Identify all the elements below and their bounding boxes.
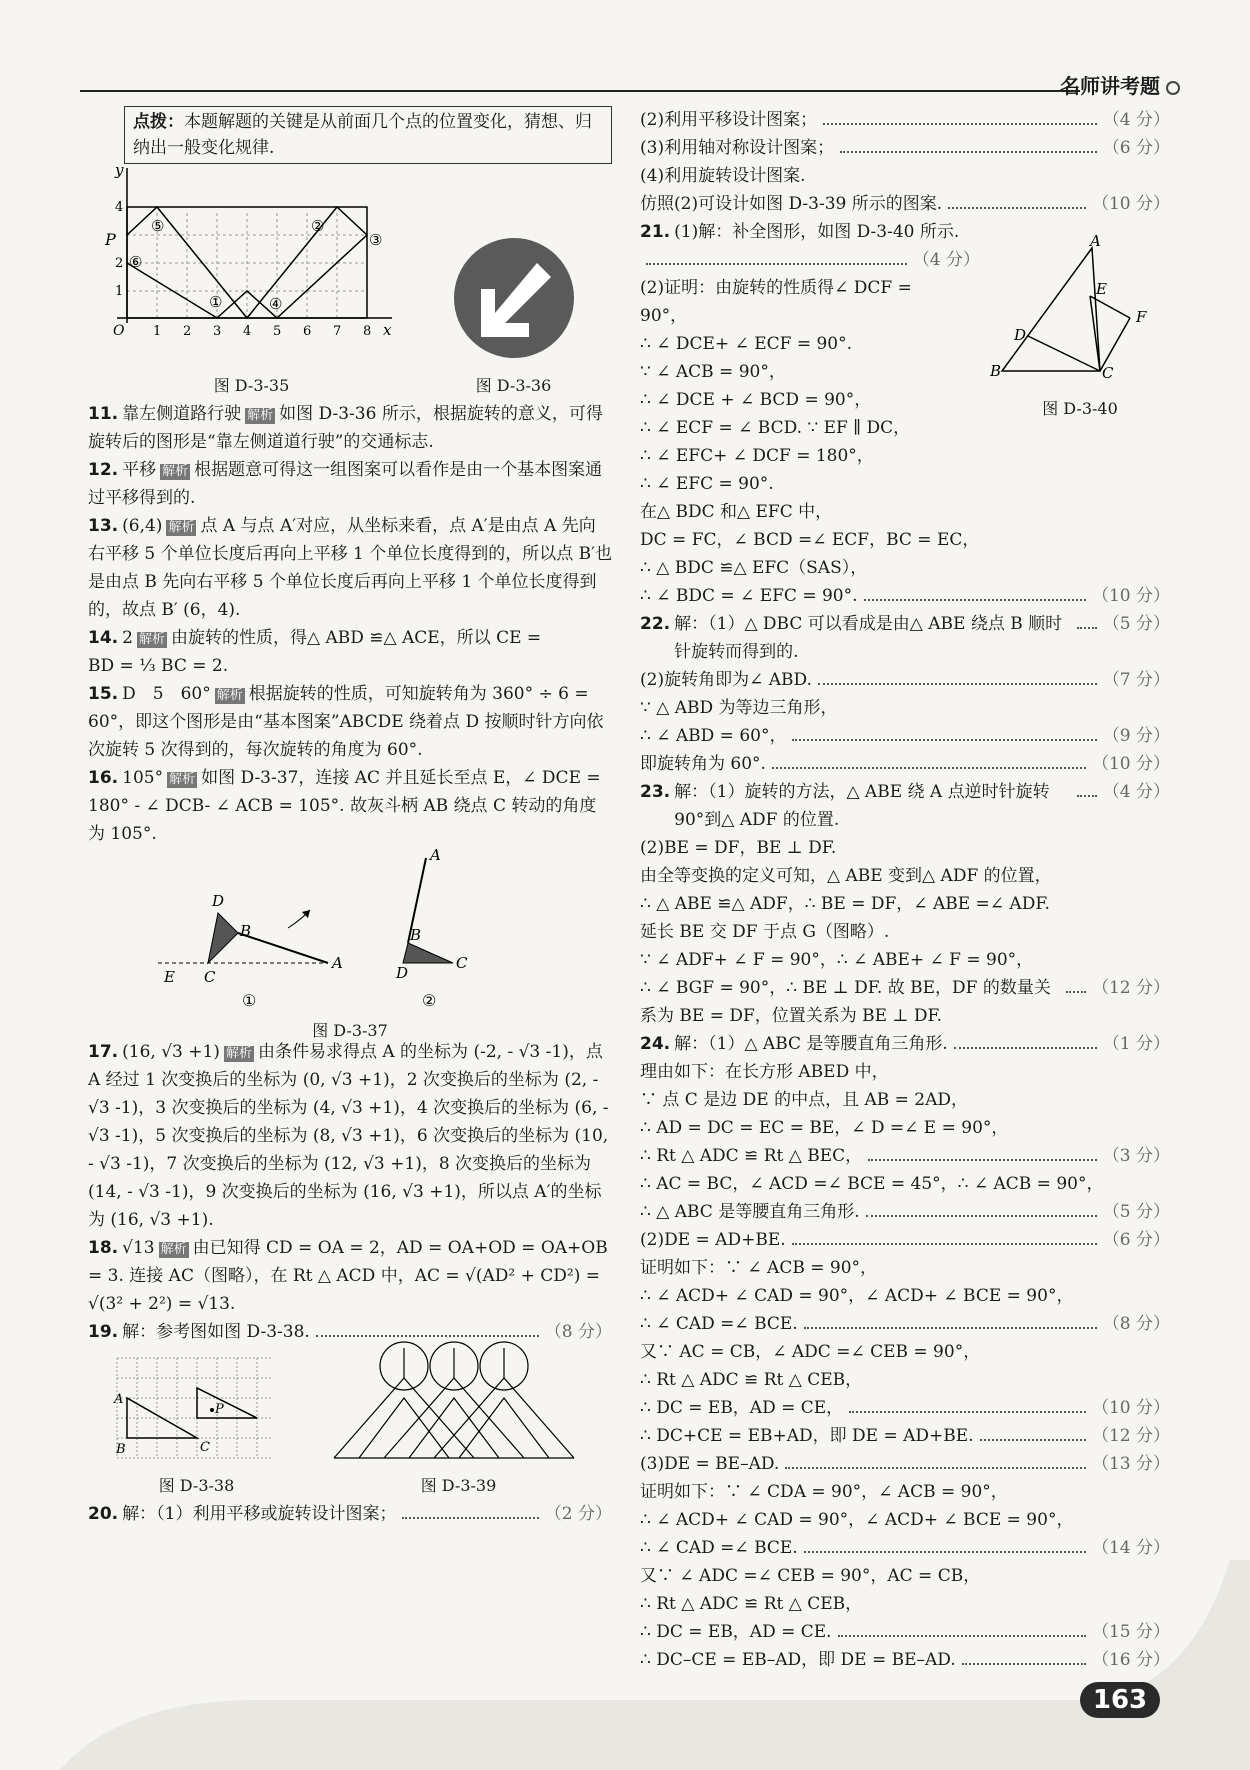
analysis-tag: 解析 — [216, 688, 243, 703]
label-c: C — [456, 954, 468, 972]
answer-text: ∴ AD = DC = EC = BE，∠ D =∠ E = 90°， — [640, 1118, 1009, 1138]
x-tick: 3 — [212, 324, 221, 339]
score-label: （8 分） — [1102, 1314, 1170, 1334]
label-a: A — [332, 954, 343, 972]
y-tick: 4 — [114, 200, 123, 215]
analysis-tag: 解析 — [168, 520, 195, 535]
x-tick: 6 — [302, 324, 311, 339]
answer-text: ∴ ∠ ECF = ∠ BCD. ∵ EF ∥ DC， — [640, 418, 911, 438]
mark-5: ⑤ — [150, 217, 164, 235]
label-b: B — [115, 1442, 126, 1457]
label-c: C — [199, 1440, 210, 1455]
mark-2: ② — [310, 217, 324, 235]
caption-d-3-37: 图 D-3-37 — [312, 1021, 388, 1040]
score-label: （6 分） — [1102, 1230, 1170, 1250]
mark-3: ③ — [368, 231, 382, 249]
label-f: F — [1136, 308, 1147, 326]
score-label: （9 分） — [1102, 726, 1170, 746]
score-label: （1 分） — [1102, 1034, 1170, 1054]
question-19: 19. 解：参考图如图 D-3-38. （8 分） — [88, 1322, 612, 1342]
answer-text: ∴ ∠ BDC = ∠ EFC = 90°. — [640, 586, 858, 606]
label-a: A — [430, 846, 441, 864]
sub-figure-1: ① — [242, 991, 257, 1010]
score-label: （4 分） — [1102, 782, 1170, 802]
score-label: （6 分） — [1102, 138, 1170, 158]
label-d: D — [1014, 326, 1027, 344]
answer-text: 理由如下：在长方形 ABED 中， — [640, 1062, 889, 1082]
score-label: （5 分） — [1102, 1202, 1170, 1222]
x-tick: 7 — [332, 324, 341, 339]
y-tick: 1 — [114, 284, 123, 299]
question-15: 15. D 5 60° 解析 根据旋转的性质，可知旋转角为 360° ÷ 6 = 60°，即这个图形是由“基本图案”ABCDE 绕着点 D 按顺时针方向依次旋转 5 次得到的，每次旋转的角度为 60°. — [88, 684, 604, 760]
score-label: （12 分） — [1091, 978, 1170, 998]
x-tick: 1 — [152, 324, 161, 339]
mark-1: ① — [208, 293, 222, 311]
answer-text: (2)证明：由旋转的性质得∠ DCF = — [640, 278, 912, 298]
answer-text: 证明如下：∵ ∠ ACB = 90°， — [640, 1258, 878, 1278]
label-d: D — [396, 964, 409, 982]
answer-text: (2)DE = AD+BE. — [640, 1230, 786, 1250]
score-label: （10 分） — [1091, 586, 1170, 606]
answer-text: 证明如下：∵ ∠ CDA = 90°，∠ ACB = 90°， — [640, 1482, 1008, 1502]
score-label: （14 分） — [1091, 1538, 1170, 1558]
caption-d-3-38: 图 D-3-38 — [158, 1476, 235, 1495]
question-12: 12. 平移 解析 根据题意可得这一组图案可以看作是由一个基本图案通过平移得到的. — [88, 460, 603, 508]
answer-text: ∴ Rt △ ADC ≌ Rt △ CEB， — [640, 1370, 863, 1390]
answer-text: ∴ ∠ DCE+ ∠ ECF = 90°. — [640, 334, 853, 354]
answer-text: ∴ DC = EB，AD = CE， — [640, 1398, 844, 1418]
page-number: 163 — [1080, 1682, 1160, 1718]
label-b: B — [990, 362, 1002, 380]
answer-text: (1)解：补全图形，如图 D-3-40 所示. — [674, 222, 960, 242]
label-b: B — [410, 926, 422, 944]
answer-text: ∴ AC = BC，∠ ACD =∠ BCE = 45°，∴ ∠ ACB = 90°， — [640, 1174, 1104, 1194]
score-label: （15 分） — [1091, 1622, 1170, 1642]
x-tick: 8 — [362, 324, 371, 339]
score-label: （12 分） — [1091, 1426, 1170, 1446]
x-tick: 2 — [182, 324, 191, 339]
analysis-tag: 解析 — [162, 464, 189, 479]
label-e: E — [1096, 280, 1107, 298]
y-tick: 2 — [114, 256, 123, 271]
question-17: 17. (16, √3 +1) 解析 由条件易求得点 A 的坐标为 (-2, - √3 -1)，点 A 经过 1 次变换后的坐标为 (0, √3 +1)，2 次变换后的坐标为 (2, - √3 -1)，3 次变换后的坐标为 (4, √3 +1)，4 次变换后的坐标为 (6, - √3 -1)，5 次变换后的坐标为 (8, √3 +1)，6 次变换后的坐标为 (10, - √3 -1)，7 次变换后的坐标为 (12, √3 +1)，8 次变换后的坐标为 (14, - √3 -1)，9 次变换后的坐标为 (16, √3 +1)，所以点 A′的坐标为 (16, √3 +1). — [88, 1042, 609, 1230]
score-label: （10 分） — [1091, 1398, 1170, 1418]
answer-text: ∴ △ ABC 是等腰直角三角形. — [640, 1202, 860, 1222]
score-label: （5 分） — [1102, 614, 1170, 634]
answer-text: (3)利用轴对称设计图案； — [640, 138, 835, 158]
answer-text: 又∵ ∠ ADC =∠ CEB = 90°，AC = CB， — [640, 1566, 981, 1586]
answer-text: 由全等变换的定义可知，△ ABE 变到△ ADF 的位置， — [640, 866, 1052, 886]
answer-text: (3)DE = BE–AD. — [640, 1454, 780, 1474]
y-axis-label: y — [114, 161, 123, 179]
answer-text: ∴ Rt △ ADC ≌ Rt △ CEB， — [640, 1594, 863, 1614]
answer-text: ∴ ∠ ACD+ ∠ CAD = 90°，∠ ACD+ ∠ BCE = 90°， — [640, 1286, 1074, 1306]
label-c: C — [1102, 364, 1114, 382]
score-label: （3 分） — [1102, 1146, 1170, 1166]
label-b: B — [240, 922, 252, 940]
label-c: C — [204, 968, 216, 986]
answer-text: ∴ ∠ ACD+ ∠ CAD = 90°，∠ ACD+ ∠ BCE = 90°， — [640, 1510, 1074, 1530]
answer-text: ∵ ∠ ACB = 90°， — [640, 362, 786, 382]
analysis-tag: 解析 — [225, 1046, 252, 1061]
answer-text: 在△ BDC 和△ EFC 中， — [640, 502, 833, 522]
analysis-tag: 解析 — [138, 632, 165, 647]
score-label: （10 分） — [1091, 754, 1170, 774]
answer-text: ∴ DC+CE = EB+AD，即 DE = AD+BE. — [640, 1426, 974, 1446]
score-label: （4 分） — [912, 250, 980, 270]
point-p-label: P — [104, 230, 116, 249]
answer-text: (2)BE = DF，BE ⊥ DF. — [640, 838, 837, 858]
answer-text: ∴ DC = EB，AD = CE. — [640, 1622, 832, 1642]
analysis-tag: 解析 — [247, 408, 274, 423]
caption-d-3-36: 图 D-3-36 — [475, 376, 552, 395]
caption-d-3-39: 图 D-3-39 — [420, 1476, 497, 1495]
caption-d-3-40: 图 D-3-40 — [1042, 399, 1118, 418]
answer-text: ∴ ∠ EFC+ ∠ DCF = 180°， — [640, 446, 874, 466]
label-p: P — [214, 1402, 224, 1417]
answer-text: (2)利用平移设计图案； — [640, 110, 818, 130]
answer-text: 90°， — [640, 306, 688, 326]
question-20: 20. 解：（1）利用平移或旋转设计图案； （2 分） — [88, 1504, 612, 1524]
answer-text: ∴ △ ABE ≌△ ADF，∴ BE = DF，∠ ABE =∠ ADF. — [640, 894, 1050, 914]
caption-d-3-35: 图 D-3-35 — [213, 376, 290, 395]
origin-label: O — [112, 323, 124, 339]
analysis-tag: 解析 — [160, 1242, 187, 1257]
question-18: 18. √13 解析 由已知得 CD = OA = 2，AD = OA+OD = OA+OB = 3. 连接 AC（图略），在 Rt △ ACD 中，AC = √(AD² + CD²) = √(3² + 2²) = √13. — [88, 1238, 608, 1314]
answer-text: ∵ ∠ ADF+ ∠ F = 90°，∴ ∠ ABE+ ∠ F = 90°， — [640, 950, 1034, 970]
x-axis-label: x — [382, 321, 391, 339]
score-label: （16 分） — [1091, 1650, 1170, 1670]
header-title: 名师讲考题 — [1060, 70, 1180, 99]
answer-text: ∴ Rt △ ADC ≌ Rt △ BEC， — [640, 1146, 863, 1166]
x-tick: 5 — [272, 324, 281, 339]
question-11: 11. 靠左侧道路行驶 解析 如图 D-3-36 所示，根据旋转的意义，可得旋转后的图形是“靠左侧道道行驶”的交通标志. — [88, 404, 603, 452]
answer-text: 延长 BE 交 DF 于点 G（图略）. — [640, 922, 890, 942]
question-number: 22. — [640, 614, 671, 634]
answer-text: (4)利用旋转设计图案. — [640, 166, 806, 186]
answer-text: 解：（1）旋转的方法，△ ABE 绕 A 点逆时针旋转 90°到△ ADF 的位置. — [674, 782, 1050, 830]
question-number: 24. — [640, 1034, 671, 1054]
answer-text: ∴ DC–CE = EB–AD，即 DE = BE–AD. — [640, 1650, 956, 1670]
score-label: （10 分） — [1091, 194, 1170, 214]
answer-text: ∴ ∠ BGF = 90°，∴ BE ⊥ DF. 故 BE，DF 的数量关系为 BE = DF，位置关系为 BE ⊥ DF. — [640, 978, 1051, 1026]
answer-text: DC = FC，∠ BCD =∠ ECF，BC = EC， — [640, 530, 980, 550]
sub-figure-2: ② — [422, 991, 437, 1010]
answer-text: ∴ ∠ ABD = 60°， — [640, 726, 787, 746]
answer-text: 又∵ AC = CB，∠ ADC =∠ CEB = 90°， — [640, 1342, 981, 1362]
answer-text: 仿照(2)可设计如图 D-3-39 所示的图案. — [640, 194, 943, 214]
answer-text: (2)旋转角即为∠ ABD. — [640, 670, 812, 690]
answer-text: 解：（1）△ ABC 是等腰直角三角形. — [674, 1034, 948, 1054]
analysis-tag: 解析 — [169, 772, 196, 787]
answer-text: ∴ ∠ EFC = 90°. — [640, 474, 774, 494]
question-number: 21. — [640, 222, 671, 242]
score-label: （13 分） — [1091, 1454, 1170, 1474]
label-e: E — [164, 968, 175, 986]
label-d: D — [212, 892, 225, 910]
label-a: A — [1090, 232, 1101, 250]
answer-text: ∴ ∠ CAD =∠ BCE. — [640, 1538, 798, 1558]
answer-text: 即旋转角为 60°. — [640, 754, 766, 774]
answer-text: ∵ △ ABD 为等边三角形， — [640, 698, 838, 718]
answer-text: 解：（1）△ DBC 可以看成是由△ ABE 绕点 B 顺时针旋转而得到的. — [674, 614, 1063, 662]
score-label: （7 分） — [1102, 670, 1170, 690]
question-16: 16. 105° 解析 如图 D-3-37，连接 AC 并且延长至点 E，∠ DCE = 180° - ∠ DCB- ∠ ACB = 105°. 故灰斗柄 AB 绕点 C 转动的角度为 105°. — [88, 768, 601, 844]
score-label: （4 分） — [1102, 110, 1170, 130]
tip-label: 点拨： — [133, 112, 184, 132]
x-tick: 4 — [242, 324, 251, 339]
answer-text: ∵ 点 C 是边 DE 的中点，且 AB = 2AD， — [640, 1090, 969, 1110]
label-a: A — [113, 1392, 123, 1407]
mark-6: ⑥ — [128, 253, 142, 271]
answer-text: ∴ ∠ CAD =∠ BCE. — [640, 1314, 798, 1334]
answer-text: ∴ ∠ DCE + ∠ BCD = 90°， — [640, 390, 872, 410]
question-13: 13. (6,4) 解析 点 A 与点 A′对应，从坐标来看，点 A′是由点 A 先向右平移 5 个单位长度后再向上平移 1 个单位长度得到的，所以点 B′也是由点 B 先向右平移 5 个单位长度后再向上平移 1 个单位长度得到的，故点 B′ (6，4). — [88, 516, 613, 620]
tip-text: 本题解题的关键是从前面几个点的位置变化，猜想、归纳出一般变化规律. — [133, 112, 592, 158]
mark-4: ④ — [268, 295, 282, 313]
answer-text: ∴ △ BDC ≌△ EFC（SAS）， — [640, 558, 868, 578]
question-number: 23. — [640, 782, 671, 802]
question-14: 14. 2 解析 由旋转的性质，得△ ABD ≌△ ACE，所以 CE = BD = ⅓ BC = 2. — [88, 628, 542, 676]
